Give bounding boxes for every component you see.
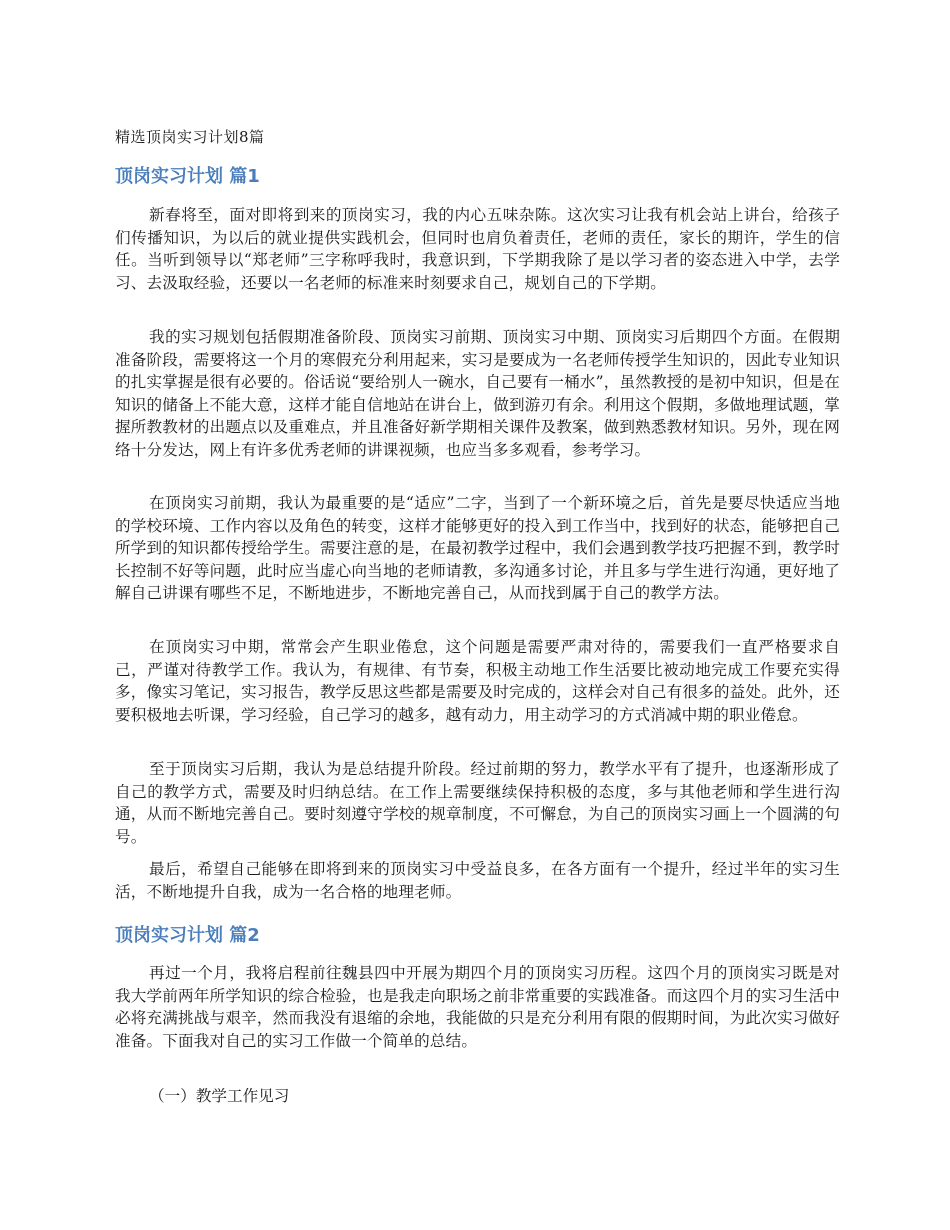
paragraph: 最后，希望自己能够在即将到来的顶岗实习中受益良多，在各方面有一个提升，经过半年的实习生活，不断地提升自我，成为一名合格的地理老师。: [115, 860, 840, 901]
subsection-heading: （一）教学工作见习: [149, 1087, 290, 1105]
document-title: 精选顶岗实习计划8篇: [115, 128, 265, 146]
section-heading-1: 顶岗实习计划 篇1: [115, 166, 260, 187]
paragraph: 再过一个月，我将启程前往魏县四中开展为期四个月的顶岗实习历程。这四个月的顶岗实习既是对我大学前两年所学知识的综合检验，也是我走向职场之前非常重要的实践准备。而这四个月的实习生活中必将充满挑战与艰辛，然而我没有退缩的余地，我能做的只是充分利用有限的假期时间，为此次实习做好准备。下面我对自己的实习工作做一个简单的总结。: [115, 964, 840, 1050]
paragraph: 至于顶岗实习后期，我认为是总结提升阶段。经过前期的努力，教学水平有了提升，也逐渐形成了自己的教学方式，需要及时归纳总结。在工作上需要继续保持积极的态度，多与其他老师和学生进行沟通，从而不断地完善自己。要时刻遵守学校的规章制度，不可懈怠，为自己的顶岗实习画上一个圆满的句号。: [115, 760, 840, 846]
paragraph: 我的实习规划包括假期准备阶段、顶岗实习前期、顶岗实习中期、顶岗实习后期四个方面。在假期准备阶段，需要将这一个月的寒假充分利用起来，实习是要成为一名老师传授学生知识的，因此专业知识的扎实掌握是很有必要的。俗话说“要给别人一碗水，自己要有一桶水”，虽然教授的是初中知识，但是在知识的储备上不能大意，这样才能自信地站在讲台上，做到游刃有余。利用这个假期，多做地理试题，掌握所教教材的出题点以及重难点，并且准备好新学期相关课件及教案，做到熟悉教材知识。另外，现在网络十分发达，网上有许多优秀老师的讲课视频，也应当多多观看，参考学习。: [115, 328, 840, 459]
paragraph: 在顶岗实习前期，我认为最重要的是“适应”二字，当到了一个新环境之后，首先是要尽快适应当地的学校环境、工作内容以及角色的转变，这样才能够更好的投入到工作当中，找到好的状态，能够把自己所学到的知识都传授给学生。需要注意的是，在最初教学过程中，我们会遇到教学技巧把握不到，教学时长控制不好等问题，此时应当虚心向当地的老师请教，多沟通多讨论，并且多与学生进行沟通，更好地了解自己讲课有哪些不足，不断地进步，不断地完善自己，从而找到属于自己的教学方法。: [115, 494, 840, 602]
paragraph: 新春将至，面对即将到来的顶岗实习，我的内心五味杂陈。这次实习让我有机会站上讲台，给孩子们传播知识，为以后的就业提供实践机会，但同时也肩负着责任，老师的责任，家长的期许，学生的信任。当听到领导以“郑老师”三字称呼我时，我意识到，下学期我除了是以学习者的姿态进入中学，去学习、去汲取经验，还要以一名老师的标准来时刻要求自己，规划自己的下学期。: [115, 206, 840, 292]
paragraph: 在顶岗实习中期，常常会产生职业倦怠，这个问题是需要严肃对待的，需要我们一直严格要求自己，严谨对待教学工作。我认为，有规律、有节奏，积极主动地工作生活要比被动地完成工作要充实得多，像实习笔记，实习报告，教学反思这些都是需要及时完成的，这样会对自己有很多的益处。此外，还要积极地去听课，学习经验，自己学习的越多，越有动力，用主动学习的方式消减中期的职业倦怠。: [115, 638, 840, 724]
section-heading-2: 顶岗实习计划 篇2: [115, 925, 260, 946]
